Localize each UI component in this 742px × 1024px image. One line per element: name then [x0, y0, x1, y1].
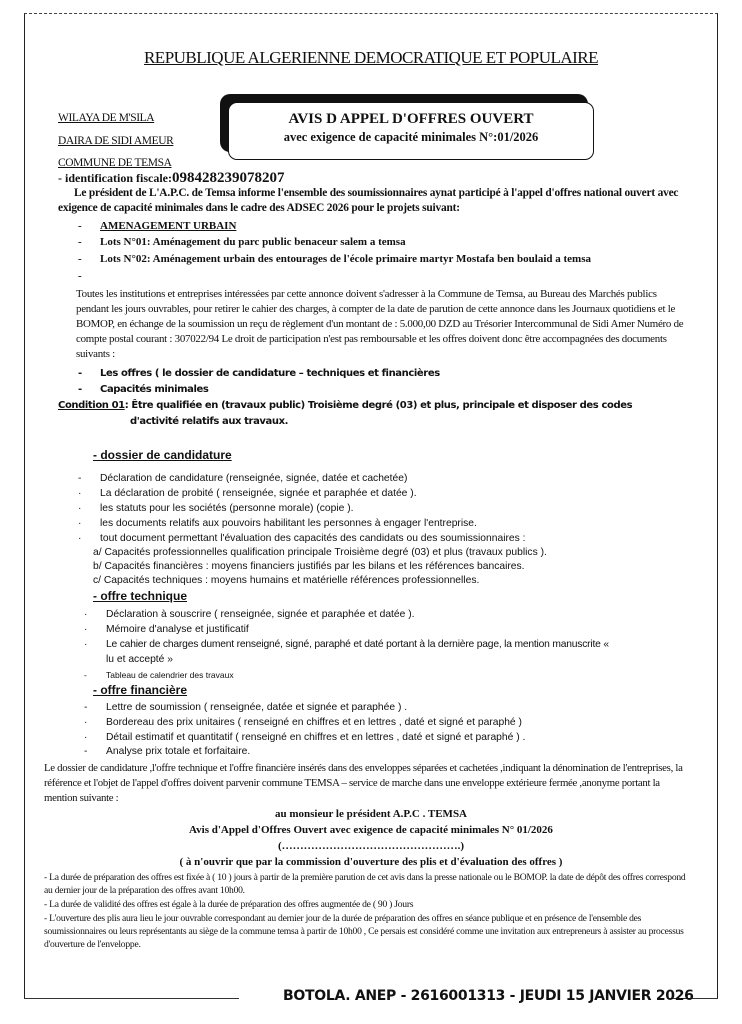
technique-item-text: Tableau de calendrier des travaux — [106, 670, 234, 680]
offer-item-2: - Capacités minimales — [78, 384, 209, 395]
dossier-item-text: tout document permettant l'évaluation des capacités des candidats ou des soumissionnaires : — [100, 533, 526, 544]
dossier-item: · les documents relatifs aux pouvoirs habilitant les personnes à engager l'entreprise. — [78, 518, 477, 529]
technique-item-text: Mémoire d'analyse et justificatif — [106, 624, 249, 635]
dossier-candidature-heading: - dossier de candidature — [93, 448, 232, 462]
header-daira: DAIRA DE SIDI AMEUR — [58, 135, 174, 147]
project-empty-item: - — [78, 270, 82, 282]
financiere-item-text: Bordereau des prix unitaires ( renseigné en chiffres et en lettres , daté et signé et paraphé ) — [106, 717, 522, 728]
financiere-item: - Analyse prix totale et forfaitaire. — [84, 746, 251, 757]
envelope-paragraph: Le dossier de candidature ,l'offre technique et l'offre financière insérés dans des enveloppes séparées et cachetées ,indiquant la dénomination de l'entreprises, la référence et l'objet de l'appel d'offres doivent parvenir commune TEMSA – service de marche dans une enveloppe extérieure fermée ,anonyme portant la mention suivante : — [44, 762, 683, 804]
financiere-item-text: Analyse prix totale et forfaitaire. — [106, 746, 251, 757]
mention-instruction: ( à n'ouvrir que par la commission d'ouverture des plis et d'évaluation des offres ) — [179, 856, 563, 868]
technique-item: · Mémoire d'analyse et justificatif — [84, 624, 249, 635]
capacity-financial: b/ Capacités financières : moyens financiers justifiés par les bilans et les références bancaires. — [93, 561, 525, 572]
condition-text: : Être qualifiée en (travaux public) Troisième degré (03) et plus, principale et disposer des codes — [124, 400, 633, 411]
technique-item: · Le cahier de charges dument renseigné, signé, paraphé et daté portant à la dernière page, la mention manuscrite « — [84, 639, 609, 650]
dossier-item: · tout document permettant l'évaluation des capacités des candidats ou des soumissionnaires : — [78, 533, 526, 544]
avis-subtitle: avec exigence de capacité minimales N°:01/2026 — [283, 130, 539, 144]
closing-preparation: - La durée de préparation des offres est fixée à ( 10 ) jours à partir de la première parution de cet avis dans la presse nationale ou le BOMOP. la date de dépôt des offres correspond au dernier jour de la préparation des offres avant 10h00. — [44, 872, 686, 897]
closing-opening: - L'ouverture des plis aura lieu le jour ouvrable correspondant au dernier jour de la durée de préparation des offres en séance publique et en présence de l'ensemble des soumissionnaires ou leurs représentants au siège de la commune temsa à partir de 10h00 , Ce persais est considéré comme une invitation aux entrepreneurs à assister au processus d'ouverture de l'enveloppe. — [44, 913, 684, 951]
project-lot-2-text: Lots N°02: Aménagement urbain des entourages de l'école primaire martyr Mostafa ben boulaid a temsa — [100, 253, 592, 265]
intro-paragraph: Le président de L'A.P.C. de Temsa informe l'ensemble des soumissionnaires aynat participé à l'appel d'offres national ouvert avec exigence de capacité minimales dans le cadre des ADSEC 2026 pour le projets suivant: — [58, 187, 679, 215]
frame-rule-left — [24, 998, 239, 999]
mention-recipient: au monsieur le président A.P.C . TEMSA — [274, 808, 468, 820]
financiere-item-text: Lettre de soumission ( renseignée, datée et signée et paraphée ) . — [106, 702, 408, 713]
header-commune: COMMUNE DE TEMSA — [58, 157, 172, 169]
financiere-item: · Détail estimatif et quantitatif ( renseigné en chiffres et en lettres , daté et signé et paraphé ) . — [84, 732, 526, 743]
dossier-item-text: Déclaration de candidature (renseignée, signée, datée et cachetée) — [100, 473, 408, 484]
offer-item-1: - Les offres ( le dossier de candidature – techniques et financières — [78, 368, 440, 379]
technique-item-text: Le cahier de charges dument renseigné, signé, paraphé et daté portant à la dernière page, la mention manuscrite « — [106, 639, 609, 650]
mention-avis: Avis d'Appel d'Offres Ouvert avec exigence de capacité minimales N° 01/2026 — [189, 824, 553, 836]
financiere-item: · Bordereau des prix unitaires ( renseigné en chiffres et en lettres , daté et signé et paraphé ) — [84, 717, 522, 728]
avis-title: AVIS D APPEL D'OFFRES OUVERT — [288, 111, 534, 127]
condition-01 — [58, 400, 632, 411]
technique-item-continued: lu et accepté » — [106, 654, 173, 665]
technique-item-text: Déclaration à souscrire ( renseignée, signée et paraphée et datée ). — [106, 609, 415, 620]
project-heading: - AMENAGEMENT URBAIN — [78, 220, 237, 232]
condition-01-continued: d'activité relatifs aux travaux. — [130, 416, 289, 427]
dossier-item-text: les documents relatifs aux pouvoirs habilitant les personnes à engager l'entreprise. — [100, 518, 477, 529]
mention-placeholder: (………………………………………….) — [277, 840, 465, 852]
dossier-item: · La déclaration de probité ( renseignée, signée et paraphée et datée ). — [78, 488, 417, 499]
capacity-professional: a/ Capacités professionnelles qualification principale Troisième degré (03) et plus (travaux publics ). — [93, 547, 547, 558]
body-paragraph: Toutes les institutions et entreprises intéressées par cette annonce doivent s'adresser à la Commune de Temsa, au Bureau des Marchés publics pendant les jours ouvrables, pour retirer le cahier des charges, à compter de la date de parution de cette annonce dans les Journaux quotidiens et le BOMOP, en échange de la soumission un reçu de règlement d'un montant de : 5.000,00 DZD au Trésorier Intercommunal de Sidi Amer Numéro de compte postal courant : 307022/94 Le droit de participation n'est pas remboursable et les offres doivent donc être accompagnées des documents suivants : — [76, 288, 684, 360]
technique-item: - Tableau de calendrier des travaux — [84, 670, 234, 680]
condition-label: Condition 01 — [58, 400, 125, 411]
header-wilaya: WILAYA DE M'SILA — [58, 112, 155, 124]
closing-validity: - La durée de validité des offres est égale à la durée de préparation des offres augmentée de ( 90 ) Jours — [44, 899, 414, 910]
project-lot-1: - Lots N°01: Aménagement du parc public benaceur salem a temsa — [78, 236, 406, 248]
dossier-item-text: les statuts pour les sociétés (personne morale) (copie ). — [100, 503, 354, 514]
identification-fiscale — [58, 170, 284, 187]
offer-item-1-text: Les offres ( le dossier de candidature – techniques et financières — [100, 368, 440, 379]
financiere-item-text: Détail estimatif et quantitatif ( renseigné en chiffres et en lettres , daté et signé et paraphé ) . — [106, 732, 526, 743]
capacity-technical: c/ Capacités techniques : moyens humains et matérielle références professionnelles. — [93, 575, 480, 586]
project-lot-2: - Lots N°02: Aménagement urbain des entourages de l'école primaire martyr Mostafa ben boulaid a temsa — [78, 253, 592, 265]
offre-financiere-heading: - offre financière — [93, 683, 188, 697]
technique-item: · Déclaration à souscrire ( renseignée, signée et paraphée et datée ). — [84, 609, 415, 620]
offer-item-2-text: Capacités minimales — [100, 384, 209, 395]
avis-box — [228, 102, 594, 160]
identification-value: 098428239078207 — [171, 170, 285, 186]
footer-reference: BOTOLA. ANEP - 2616001313 - JEUDI 15 JANVIER 2026 — [283, 988, 694, 1004]
financiere-item: - Lettre de soumission ( renseignée, datée et signée et paraphée ) . — [84, 702, 408, 713]
dossier-item: - Déclaration de candidature (renseignée, signée, datée et cachetée) — [78, 473, 408, 484]
offre-technique-heading: - offre technique — [93, 589, 188, 603]
project-lot-1-text: Lots N°01: Aménagement du parc public benaceur salem a temsa — [100, 236, 406, 248]
dossier-item: · les statuts pour les sociétés (personne morale) (copie ). — [78, 503, 354, 514]
document-title: REPUBLIQUE ALGERIENNE DEMOCRATIQUE ET POPULAIRE — [143, 48, 599, 67]
identification-label: - identification fiscale: — [58, 171, 172, 185]
dossier-item-text: La déclaration de probité ( renseignée, signée et paraphée et datée ). — [100, 488, 417, 499]
project-heading-text: AMENAGEMENT URBAIN — [100, 220, 237, 232]
